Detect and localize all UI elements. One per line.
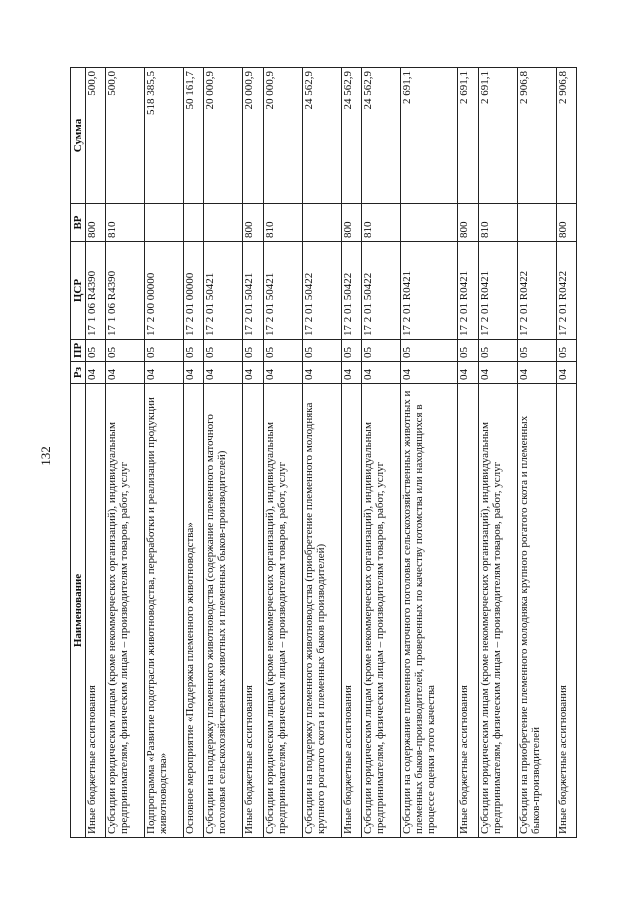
row-name: Иные бюджетные ассигнования: [458, 384, 478, 838]
budget-table: [70, 67, 577, 838]
table-row: [86, 68, 106, 838]
table-row: [106, 68, 145, 838]
header-pr: ПР: [71, 340, 86, 362]
row-rz: 04: [86, 362, 106, 384]
row-name: Иные бюджетные ассигнования: [86, 384, 106, 838]
rotated-page-content: [70, 68, 577, 838]
table-row: [204, 68, 243, 838]
row-sum: 500,0: [106, 68, 145, 204]
header-vr: ВР: [71, 204, 86, 242]
row-rz: 04: [361, 362, 400, 384]
row-name: Субсидии на поддержку племенного животноводства (приобретение племенного молодняка крупного рогатого скота и племенных быков производителей): [302, 384, 341, 838]
row-csr: 17 1 06 R4390: [106, 242, 145, 340]
row-name: Субсидии на содержание племенного маточного поголовья сельскохозяйственных животных и племенных быков-производителей, проверенных по качеству потомства или находящихся в процессе оценки этого качества: [400, 384, 458, 838]
row-name: Субсидии юридическим лицам (кроме некоммерческих организаций), индивидуальным предпринимателям, физическим лицам – производителям товаров, работ, услуг: [106, 384, 145, 838]
row-sum: 24 562,9: [361, 68, 400, 204]
row-sum: 24 562,9: [302, 68, 341, 204]
row-vr: 810: [106, 204, 145, 242]
row-sum: 2 906,8: [517, 68, 556, 204]
row-rz: 04: [400, 362, 458, 384]
row-csr: 17 2 01 R0421: [458, 242, 478, 340]
row-vr: 800: [458, 204, 478, 242]
row-sum: 20 000,9: [263, 68, 302, 204]
row-sum: 2 691,1: [458, 68, 478, 204]
row-rz: 04: [263, 362, 302, 384]
table-row: [302, 68, 341, 838]
row-pr: 05: [478, 340, 517, 362]
row-rz: 04: [184, 362, 204, 384]
header-sum: Сумма: [71, 68, 86, 204]
row-rz: 04: [458, 362, 478, 384]
row-sum: 24 562,9: [341, 68, 361, 204]
row-name: Субсидии на поддержку племенного животноводства (содержание племенного маточного поголовья сельскохозяйственных животных и племенных быков-производителей): [204, 384, 243, 838]
row-name: Субсидии юридическим лицам (кроме некоммерческих организаций), индивидуальным предпринимателям, физическим лицам – производителям товаров, работ, услуг: [361, 384, 400, 838]
row-vr: 810: [361, 204, 400, 242]
row-vr: [302, 204, 341, 242]
row-sum: 2 906,8: [556, 68, 576, 204]
row-pr: 05: [517, 340, 556, 362]
table-row: [184, 68, 204, 838]
row-csr: 17 2 01 50422: [302, 242, 341, 340]
row-rz: 04: [302, 362, 341, 384]
row-rz: 04: [556, 362, 576, 384]
row-pr: 05: [302, 340, 341, 362]
row-name: Подпрограмма «Развитие подотрасли животноводства, переработки и реализации продукции животноводства»: [145, 384, 184, 838]
row-sum: 2 691,1: [400, 68, 458, 204]
row-vr: 800: [243, 204, 263, 242]
table-header-row: [71, 68, 86, 838]
row-pr: 05: [263, 340, 302, 362]
row-vr: 800: [86, 204, 106, 242]
table-row: [361, 68, 400, 838]
row-pr: 05: [243, 340, 263, 362]
row-csr: 17 2 01 50421: [263, 242, 302, 340]
row-pr: 05: [86, 340, 106, 362]
row-pr: 05: [106, 340, 145, 362]
row-name: Субсидии на приобретение племенного молодняка крупного рогатого скота и племенных быков-производителей: [517, 384, 556, 838]
row-csr: 17 2 01 R0422: [556, 242, 576, 340]
table-row: [478, 68, 517, 838]
row-vr: 810: [263, 204, 302, 242]
table-row: [400, 68, 458, 838]
row-rz: 04: [204, 362, 243, 384]
row-name: Основное мероприятие «Поддержка племенного животноводства»: [184, 384, 204, 838]
row-vr: [145, 204, 184, 242]
row-sum: 20 000,9: [204, 68, 243, 204]
row-sum: 20 000,9: [243, 68, 263, 204]
row-pr: 05: [184, 340, 204, 362]
row-csr: 17 2 01 50422: [341, 242, 361, 340]
row-vr: 800: [341, 204, 361, 242]
table-row: [243, 68, 263, 838]
row-csr: 17 2 01 R0421: [400, 242, 458, 340]
row-pr: 05: [204, 340, 243, 362]
table-row: [145, 68, 184, 838]
table-row: [341, 68, 361, 838]
row-pr: 05: [400, 340, 458, 362]
row-csr: 17 1 06 R4390: [86, 242, 106, 340]
row-rz: 04: [106, 362, 145, 384]
row-pr: 05: [145, 340, 184, 362]
row-name: Иные бюджетные ассигнования: [243, 384, 263, 838]
row-vr: [517, 204, 556, 242]
row-csr: 17 2 01 00000: [184, 242, 204, 340]
row-vr: 800: [556, 204, 576, 242]
row-pr: 05: [361, 340, 400, 362]
header-name: Наименование: [71, 384, 86, 838]
header-csr: ЦСР: [71, 242, 86, 340]
row-name: Иные бюджетные ассигнования: [556, 384, 576, 838]
row-csr: 17 2 01 50421: [243, 242, 263, 340]
row-pr: 05: [341, 340, 361, 362]
row-csr: 17 2 01 R0421: [478, 242, 517, 340]
row-vr: [400, 204, 458, 242]
row-rz: 04: [243, 362, 263, 384]
table-row: [458, 68, 478, 838]
row-name: Иные бюджетные ассигнования: [341, 384, 361, 838]
table-row: [517, 68, 556, 838]
row-rz: 04: [478, 362, 517, 384]
row-vr: [184, 204, 204, 242]
row-sum: 2 691,1: [478, 68, 517, 204]
row-csr: 17 2 00 00000: [145, 242, 184, 340]
row-vr: 810: [478, 204, 517, 242]
row-csr: 17 2 01 R0422: [517, 242, 556, 340]
row-sum: 50 161,7: [184, 68, 204, 204]
row-rz: 04: [145, 362, 184, 384]
row-vr: [204, 204, 243, 242]
row-pr: 05: [556, 340, 576, 362]
table-row: [556, 68, 576, 838]
row-sum: 500,0: [86, 68, 106, 204]
row-csr: 17 2 01 50422: [361, 242, 400, 340]
row-name: Субсидии юридическим лицам (кроме некоммерческих организаций), индивидуальным предпринимателям, физическим лицам – производителям товаров, работ, услуг: [478, 384, 517, 838]
page-number: 132: [38, 446, 53, 466]
row-sum: 518 385,5: [145, 68, 184, 204]
row-rz: 04: [517, 362, 556, 384]
header-rz: Рз: [71, 362, 86, 384]
row-csr: 17 2 01 50421: [204, 242, 243, 340]
row-pr: 05: [458, 340, 478, 362]
table-row: [263, 68, 302, 838]
row-rz: 04: [341, 362, 361, 384]
row-name: Субсидии юридическим лицам (кроме некоммерческих организаций), индивидуальным предпринимателям, физическим лицам – производителям товаров, работ, услуг: [263, 384, 302, 838]
